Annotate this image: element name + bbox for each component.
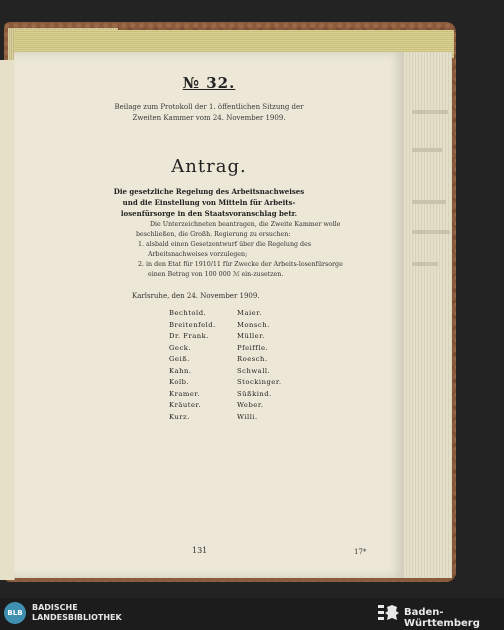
signatory: Müller. (237, 332, 265, 340)
motion-text (136, 220, 356, 280)
signatory: Roesch. (237, 355, 268, 363)
library-name-line: BADISCHE (32, 603, 78, 612)
signatory: Monsch. (237, 320, 270, 329)
signatory: Geiß. (169, 355, 190, 363)
signatory: Maier. (237, 309, 262, 317)
printer-signature-mark: 17* (354, 548, 367, 556)
document-title: Antrag. (171, 156, 247, 177)
bleed-through-text (412, 148, 442, 152)
place-date: Karlsruhe, den 24. November 1909. (132, 292, 260, 300)
subject-line: und die Einstellung von Mitteln für Arbeits- (122, 198, 296, 207)
library-name-line: LANDESBIBLIOTHEK (32, 613, 122, 622)
document-page (14, 52, 404, 578)
document-subject (14, 186, 404, 219)
signatories-right (237, 308, 282, 423)
intro-paragraph: Die Unterzeichneten beantragen, die Zweite Kammer wolle beschließen, die Großh. Regierung zu ersuchen: (136, 221, 341, 238)
signatories-left (169, 308, 216, 423)
library-name[interactable] (32, 603, 122, 623)
signatory: Bechtold. (169, 309, 207, 317)
signatory: Kurz. (169, 412, 190, 421)
signatory: Schwall. (237, 366, 271, 375)
signatory: Stockinger. (237, 378, 282, 386)
subject-line: losenfürsorge in den Staatsvoranschlag betr. (120, 209, 298, 218)
bleed-through-text (412, 200, 446, 204)
state-name[interactable]: Baden-Württemberg (404, 607, 480, 629)
subject-line: Die gesetzliche Regelung des Arbeitsnachweises (113, 187, 305, 196)
signatory: Willi. (237, 412, 258, 421)
signatory: Geck. (169, 343, 192, 352)
motion-item: 1. alsbald einen Gesetzentwurf über die Regelung des Arbeitsnachweises vorzulegen; (138, 241, 312, 258)
signatory: Pfeiffle. (237, 343, 269, 352)
following-pages (404, 52, 452, 578)
signatory: Kramer. (169, 389, 201, 398)
signatory: Breitenfeld. (169, 320, 216, 329)
blb-logo[interactable]: BLB (4, 602, 26, 624)
document-number: № 32. (182, 74, 236, 92)
signatory: Kahn. (169, 366, 192, 375)
signatory: Kräuter. (169, 401, 202, 409)
document-subtitle (14, 102, 404, 124)
bleed-through-text (412, 110, 448, 114)
motion-item: 2. in den Etat für 1910/11 für Zwecke der Arbeits-losenfürsorge einen Betrag von 100 000 ℳ ein-zusetzen. (138, 261, 343, 278)
bleed-through-text (412, 262, 438, 266)
coat-of-arms-icon (378, 603, 400, 623)
subtitle-line: Zweiten Kammer vom 24. November 1909. (132, 114, 286, 122)
page-number: 131 (192, 546, 208, 555)
subtitle-line: Beilage zum Protokoll der 1. öffentlichen Sitzung der (114, 103, 304, 111)
signatory: Süßkind. (237, 389, 272, 398)
signatory: Weber. (237, 401, 264, 409)
left-page-edge (0, 60, 15, 580)
bleed-through-text (412, 230, 450, 234)
signatory: Kolb. (169, 378, 190, 386)
signatory: Dr. Frank. (169, 332, 209, 340)
